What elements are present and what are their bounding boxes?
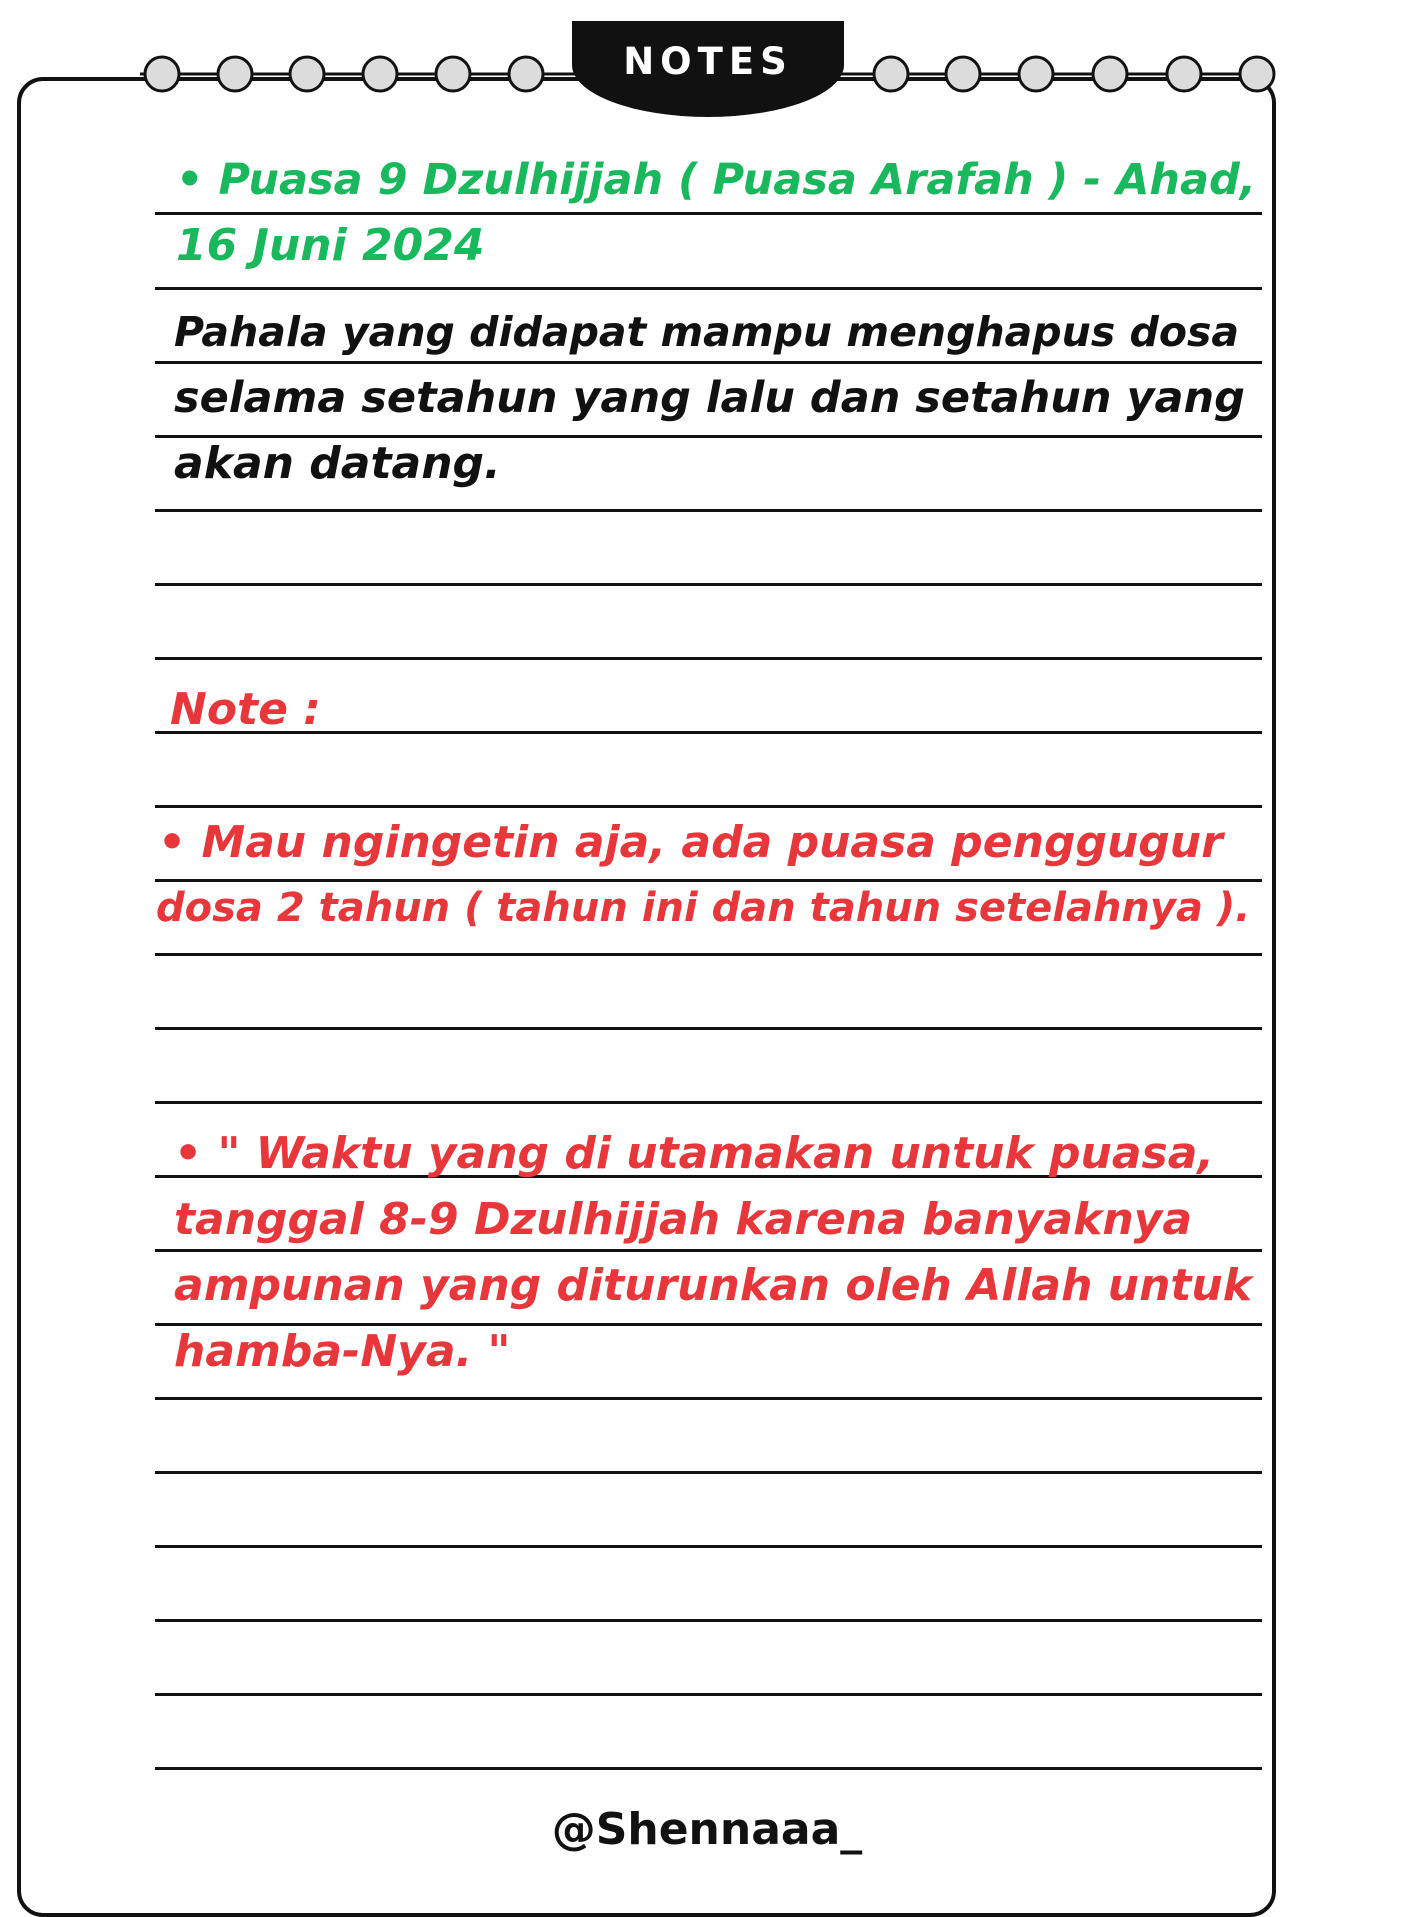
binding-ring-icon — [363, 57, 397, 91]
ruled-line — [155, 509, 1262, 512]
ruled-line — [155, 1397, 1262, 1400]
binding-ring-icon — [1167, 57, 1201, 91]
binding-ring-icon — [436, 57, 470, 91]
note-point-2-line-3: ampunan yang diturunkan oleh Allah untuk — [174, 1260, 1253, 1311]
ruled-line — [155, 805, 1262, 808]
ruled-line — [155, 1249, 1262, 1252]
ruled-line — [155, 1619, 1262, 1622]
binding-ring-icon — [1240, 57, 1274, 91]
binding-ring-icon — [1093, 57, 1127, 91]
ruled-line — [155, 583, 1262, 586]
ruled-line — [155, 953, 1262, 956]
binding-ring-icon — [290, 57, 324, 91]
ruled-line — [155, 1767, 1262, 1770]
ruled-line — [155, 1027, 1262, 1030]
ruled-line — [155, 1101, 1262, 1104]
note-heading: Note : — [170, 684, 321, 735]
ruled-line — [155, 1471, 1262, 1474]
entry-body-line-3: akan datang. — [174, 438, 501, 489]
entry-body-line-2: selama setahun yang lalu dan setahun yang — [174, 373, 1245, 423]
note-point-2-line-2: tanggal 8-9 Dzulhijjah karena banyaknya — [174, 1194, 1193, 1245]
notes-tab-label: NOTES — [623, 40, 793, 83]
note-point-2-line-4: hamba-Nya. " — [174, 1326, 511, 1377]
ruled-line — [155, 731, 1262, 734]
binding-ring-icon — [1019, 57, 1053, 91]
note-point-1-line-1: • Mau ngingetin aja, ada puasa penggugur — [158, 817, 1223, 868]
binding-ring-icon — [946, 57, 980, 91]
note-point-1-line-2: dosa 2 tahun ( tahun ini dan tahun setelahnya ). — [156, 885, 1251, 931]
binding-ring-icon — [874, 57, 908, 91]
ruled-line — [155, 1545, 1262, 1548]
ruled-line — [155, 657, 1262, 660]
binding-ring-icon — [145, 57, 179, 91]
binding-ring-icon — [509, 57, 543, 91]
ruled-line — [155, 1693, 1262, 1696]
entry-body-line-1: Pahala yang didapat mampu menghapus dosa — [174, 308, 1240, 356]
ruled-line — [155, 361, 1262, 364]
ruled-line — [155, 212, 1262, 215]
entry-title-line-1: • Puasa 9 Dzulhijjah ( Puasa Arafah ) - Ahad, — [176, 155, 1257, 205]
entry-title-line-2: 16 Juni 2024 — [176, 220, 485, 271]
note-point-2-line-1: • " Waktu yang di utamakan untuk puasa, — [174, 1128, 1215, 1179]
author-handle: @Shennaaa_ — [551, 1804, 863, 1855]
binding-ring-icon — [218, 57, 252, 91]
ruled-line — [155, 287, 1262, 290]
